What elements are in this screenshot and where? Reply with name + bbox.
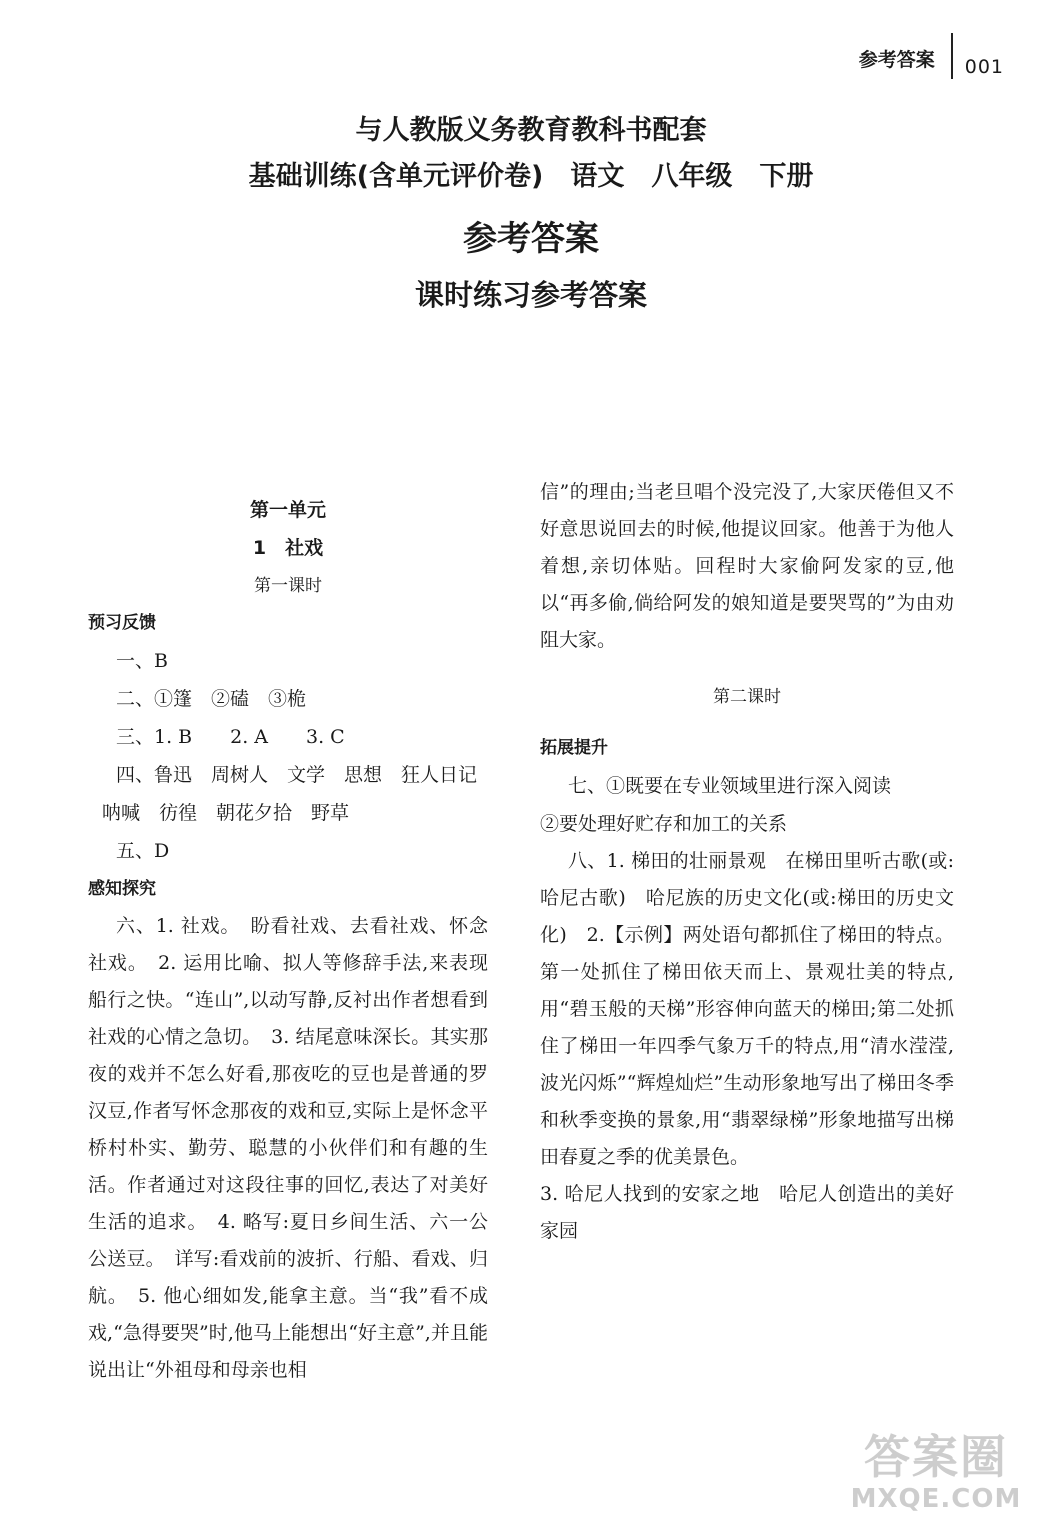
book-series-title: 与人教版义务教育教科书配套 <box>355 115 707 146</box>
answer-line: 呐喊 彷徨 朝花夕拾 野草 <box>102 802 350 824</box>
answer-paragraph: 信”的理由;当老旦唱个没完没了,大家厌倦但又不好意思说回去的时候,他提议回家。他善于为他人着想,亲切体贴。回程时大家偷阿发家的豆,他以“再多偷,倘给阿发的娘知道是要哭骂的”为由劝阻大家。 <box>540 481 954 651</box>
book-title: 基础训练(含单元评价卷) 语文 八年级 下册 <box>248 161 814 192</box>
answer-paragraph: 八、1. 梯田的壮丽景观 在梯田里听古歌(或:哈尼古歌) 哈尼族的历史文化(或:梯田的历史文化) 2.【示例】两处语句都抓住了梯田的特点。第一处抓住了梯田依天而上、景观壮美的特点,用“碧玉般的天梯”形容伸向蓝天的梯田;第二处抓住了梯田一年四季气象万千的特点,用“清水滢滢,波光闪烁”“辉煌灿烂”生动形象地写出了梯田冬季和秋季变换的景象,用“翡翠绿梯”形象地描写出梯田春夏之季的优美景色。 <box>540 850 954 1168</box>
lesson-answers-heading: 课时练习参考答案 <box>414 278 647 312</box>
left-column <box>88 492 488 1389</box>
section-heading-preview: 预习反馈 <box>88 613 156 633</box>
answer-line: ②要处理好贮存和加工的关系 <box>540 813 788 835</box>
answers-heading: 参考答案 <box>463 219 599 259</box>
answer-line: 一、B <box>116 650 168 672</box>
right-column <box>540 474 954 1250</box>
unit-heading: 第一单元 <box>249 499 326 521</box>
page-header <box>859 46 1004 80</box>
answer-line: 七、①既要在专业领域里进行深入阅读 <box>568 775 892 797</box>
header-section-title: 参考答案 <box>858 48 935 71</box>
period-heading: 第二课时 <box>713 687 781 707</box>
section-heading-extend: 拓展提升 <box>540 738 608 758</box>
answer-line: 五、D <box>116 840 170 862</box>
period-heading: 第一课时 <box>254 576 322 596</box>
page-number: 001 <box>964 56 1004 78</box>
lesson-heading: 1 社戏 <box>252 537 324 559</box>
answer-line: 四、鲁迅 周树人 文学 思想 狂人日记 <box>116 764 478 786</box>
watermark-logo: 答案圈 MXQE.COM <box>850 1430 1022 1514</box>
section-heading-explore: 感知探究 <box>88 879 156 899</box>
answer-paragraph: 六、1. 社戏。 盼看社戏、去看社戏、怀念社戏。 2. 运用比喻、拟人等修辞手法,来表现船行之快。“连山”,以动写静,反衬出作者想看到社戏的心情之急切。 3. 结尾意味深长。其实那夜的戏并不怎么好看,那夜吃的豆也是普通的罗汉豆,作者写怀念那夜的戏和豆,实际上是怀念平桥村朴实、勤劳、聪慧的小伙伴们和有趣的生活。作者通过对这段往事的回忆,表达了对美好生活的追求。 4. 略写:夏日乡间生活、六一公公送豆。 详写:看戏前的波折、行船、看戏、归航。 5. 他心细如发,能拿主意。当“我”看不成戏,“急得要哭”时,他马上能想出“好主意”,并且能说出让“外祖母和母亲也相 <box>88 915 488 1381</box>
title-block <box>0 108 1062 320</box>
answer-paragraph: 3. 哈尼人找到的安家之地 哈尼人创造出的美好家园 <box>540 1183 954 1242</box>
answer-line: 三、1. B 2. A 3. C <box>116 726 345 748</box>
answer-line: 二、①篷 ②磕 ③桅 <box>116 688 307 710</box>
